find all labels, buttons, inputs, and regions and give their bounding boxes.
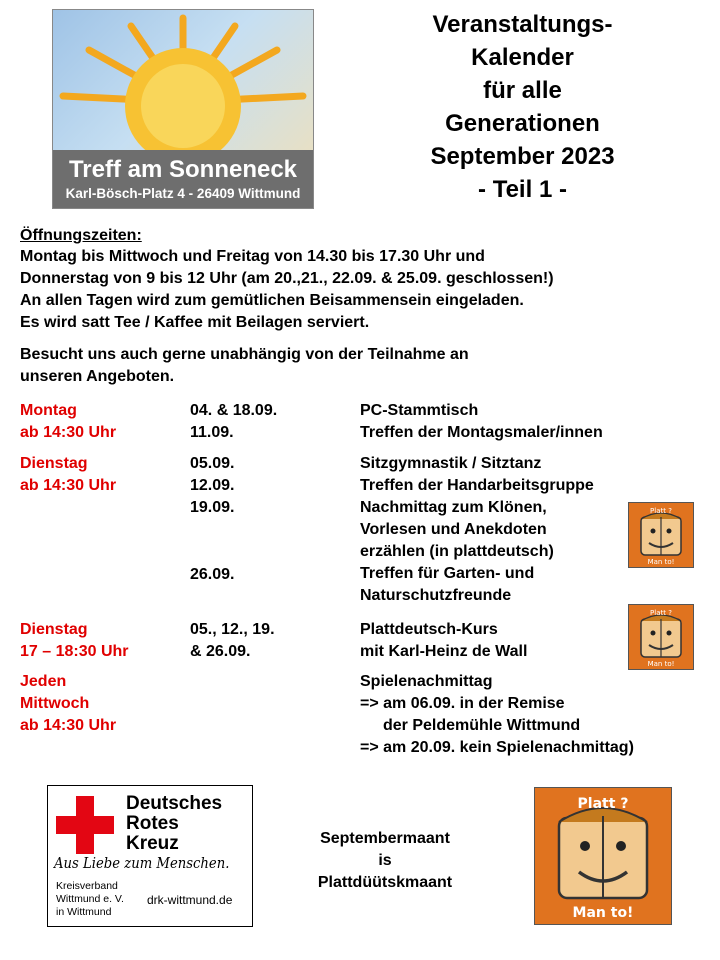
opening-hours-text — [20, 246, 554, 334]
visit-line: unseren Angeboten. — [20, 368, 175, 385]
page-title — [395, 8, 650, 206]
tuesday-day — [20, 453, 116, 497]
visit-line: Besucht uns auch gerne unabhängig von der Teilnahme an — [20, 346, 469, 363]
event-title: Treffen für Garten- und — [360, 565, 535, 582]
drk-name-line: Deutsches — [126, 793, 223, 814]
maant-line: Plattdüütskmaant — [317, 874, 453, 891]
event-title: PC-Stammtisch — [360, 402, 479, 419]
drk-logo — [47, 785, 253, 927]
title-line: für alle — [483, 77, 562, 104]
wednesday-day — [20, 671, 116, 737]
tuesday-evening-day — [20, 619, 129, 663]
treff-logo — [52, 9, 314, 209]
maant-line: is — [378, 852, 392, 869]
event-title: erzählen (in plattdeutsch) — [360, 543, 554, 560]
day-label: Mittwoch — [20, 695, 90, 712]
platt-top: Platt ? — [650, 507, 672, 515]
opening-hours-line: An allen Tagen wird zum gemütlichen Beisammensein eingeladen. — [20, 292, 524, 309]
day-time: ab 14:30 Uhr — [20, 424, 117, 441]
platt-bottom: Man to! — [572, 905, 634, 921]
event-title: Treffen der Handarbeitsgruppe — [360, 477, 594, 494]
maant-text — [290, 828, 480, 894]
event-title: der Peldemühle Wittmund — [383, 717, 581, 734]
title-line: - Teil 1 - — [478, 176, 567, 203]
drk-org-line: Wittmund e. V. — [56, 893, 124, 905]
event-title: => am 06.09. in der Remise — [360, 695, 565, 712]
event-date: 11.09. — [190, 424, 234, 441]
event-date: 04. & 18.09. — [190, 402, 278, 419]
event-title: Treffen der Montagsmaler/innen — [360, 424, 603, 441]
event-title: Vorlesen und Anekdoten — [360, 521, 547, 538]
title-line: Veranstaltungs- — [432, 11, 613, 38]
event-date: 26.09. — [190, 566, 235, 583]
day-label: Montag — [20, 402, 77, 419]
tuesday-evening-dates — [190, 619, 275, 663]
visit-note — [20, 344, 469, 388]
tuesday-dates — [190, 453, 234, 519]
drk-org-line: Kreisverband — [56, 880, 118, 892]
tuesday-events — [360, 453, 594, 607]
opening-hours-heading: Öffnungszeiten: — [20, 227, 142, 244]
platt-top: Platt ? — [577, 796, 629, 812]
event-date: 19.09. — [190, 499, 235, 516]
day-label: Dienstag — [20, 621, 88, 638]
day-time: ab 14:30 Uhr — [20, 717, 117, 734]
drk-slogan: Aus Liebe zum Menschen. — [54, 854, 230, 872]
logo-band — [53, 150, 313, 208]
event-date: 05., 12., 19. — [190, 621, 275, 638]
platt-badge — [628, 604, 694, 670]
day-time: 17 – 18:30 Uhr — [20, 643, 129, 660]
title-line: September 2023 — [430, 143, 615, 170]
logo-address: Karl-Bösch-Platz 4 - 26409 Wittmund — [65, 186, 301, 201]
wednesday-events — [360, 671, 634, 759]
logo-name: Treff am Sonneneck — [68, 156, 298, 183]
day-label: Jeden — [20, 673, 67, 690]
sun-icon — [53, 10, 313, 160]
event-title: Plattdeutsch-Kurs — [360, 621, 498, 638]
maant-line: Septembermaant — [320, 830, 450, 847]
event-title: Sitzgymnastik / Sitztanz — [360, 455, 542, 472]
opening-hours-line: Montag bis Mittwoch und Freitag von 14.30 bis 17.30 Uhr und — [20, 248, 485, 265]
day-time: ab 14:30 Uhr — [20, 477, 117, 494]
platt-bottom: Man to! — [647, 558, 675, 566]
event-date: 05.09. — [190, 455, 235, 472]
opening-hours-line: Es wird satt Tee / Kaffee mit Beilagen serviert. — [20, 314, 370, 331]
platt-bottom: Man to! — [647, 660, 675, 668]
title-line: Generationen — [445, 110, 600, 137]
event-title: => am 20.09. kein Spielenachmittag) — [360, 739, 634, 756]
monday-day — [20, 400, 116, 444]
event-title: Nachmittag zum Klönen, — [360, 499, 547, 516]
day-label: Dienstag — [20, 455, 88, 472]
event-date: & 26.09. — [190, 643, 251, 660]
event-date: 12.09. — [190, 477, 235, 494]
event-title: Spielenachmittag — [360, 673, 493, 690]
monday-dates — [190, 400, 277, 444]
drk-website: drk-wittmund.de — [147, 893, 233, 907]
drk-org — [56, 880, 124, 919]
event-title: Naturschutzfreunde — [360, 587, 512, 604]
opening-hours-line: Donnerstag von 9 bis 12 Uhr (am 20.,21., 22.09. & 25.09. geschlossen!) — [20, 270, 554, 287]
monday-events — [360, 400, 603, 444]
drk-org-line: in Wittmund — [56, 906, 112, 918]
tuesday-evening-events — [360, 619, 527, 663]
title-line: Kalender — [471, 44, 574, 71]
drk-name-line: Rotes — [126, 813, 179, 834]
drk-name — [126, 794, 222, 854]
platt-badge-large — [534, 787, 672, 925]
drk-name-line: Kreuz — [126, 833, 179, 854]
platt-badge — [628, 502, 694, 568]
platt-top: Platt ? — [650, 609, 672, 617]
event-title: mit Karl-Heinz de Wall — [360, 643, 528, 660]
red-cross-icon — [56, 796, 114, 854]
